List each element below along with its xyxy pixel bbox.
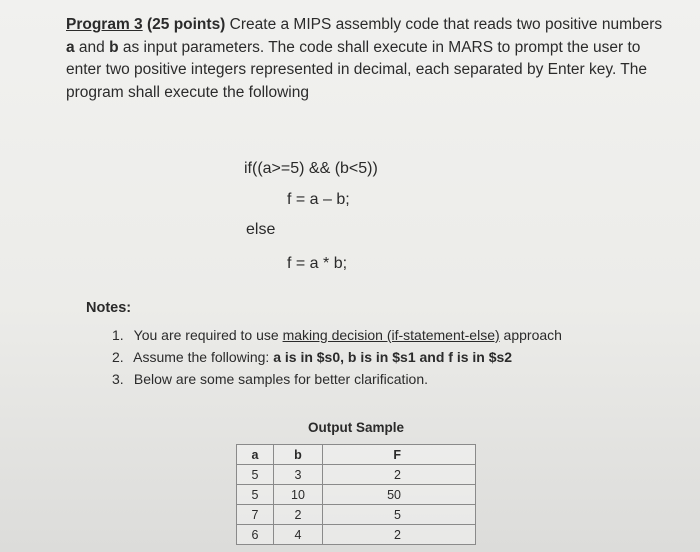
cell-b: 3 <box>274 465 323 485</box>
intro-line2: as input parameters. The code shall execute in MARS to prompt the user to enter two positive integers represented in decimal, each separated by Enter key. The program shall execute the following <box>66 38 648 101</box>
code-else-body: f = a * b; <box>287 255 348 272</box>
table-row <box>237 525 476 545</box>
note-number: 1. <box>112 327 124 343</box>
notes-title: Notes: <box>86 300 132 316</box>
note-text: Assume the following: <box>133 349 274 365</box>
cell-f: 5 <box>323 505 476 525</box>
note-item-2 <box>112 346 562 368</box>
cell-b: 10 <box>274 485 323 505</box>
table-header-row <box>237 445 476 465</box>
code-if-line: if((a>=5) && (b<5)) <box>244 160 378 177</box>
problem-statement <box>66 14 666 104</box>
table-title: Output Sample <box>308 420 405 435</box>
note-number: 3. <box>112 371 124 387</box>
notes-list <box>112 324 562 390</box>
output-sample-table <box>236 444 476 545</box>
table-row <box>237 465 476 485</box>
register-assignment: a is in $s0, b is in $s1 and f is in $s2 <box>273 349 513 365</box>
cell-f: 2 <box>323 465 476 485</box>
header-b: b <box>274 445 323 465</box>
and-word: and <box>74 38 110 56</box>
points-label: (25 points) <box>146 16 226 33</box>
note-number: 2. <box>112 349 124 365</box>
cell-b: 2 <box>274 505 323 525</box>
var-a: a <box>66 38 75 56</box>
table-row <box>237 505 476 525</box>
code-then-line: f = a – b; <box>287 191 350 208</box>
intro-line1: Create a MIPS assembly code that reads two positive numbers <box>225 16 663 33</box>
header-f: F <box>323 445 476 465</box>
table-row <box>237 485 476 505</box>
var-b: b <box>109 38 119 56</box>
cell-f: 50 <box>323 485 476 505</box>
note-text: You are required to use <box>133 327 283 343</box>
note-text: Below are some samples for better clarification. <box>133 371 429 387</box>
cell-a: 5 <box>237 485 274 505</box>
cell-a: 7 <box>237 505 274 525</box>
cell-f: 2 <box>323 525 476 545</box>
note-item-1 <box>112 324 562 346</box>
decision-link-text: making decision (if-statement-else) <box>282 327 500 343</box>
cell-a: 6 <box>237 525 274 545</box>
cell-b: 4 <box>274 525 323 545</box>
note-item-3 <box>112 368 562 390</box>
cell-a: 5 <box>237 465 274 485</box>
code-else-line: else <box>246 221 276 238</box>
program-label: Program 3 <box>66 16 143 33</box>
note-text: approach <box>499 327 562 343</box>
header-a: a <box>237 445 274 465</box>
